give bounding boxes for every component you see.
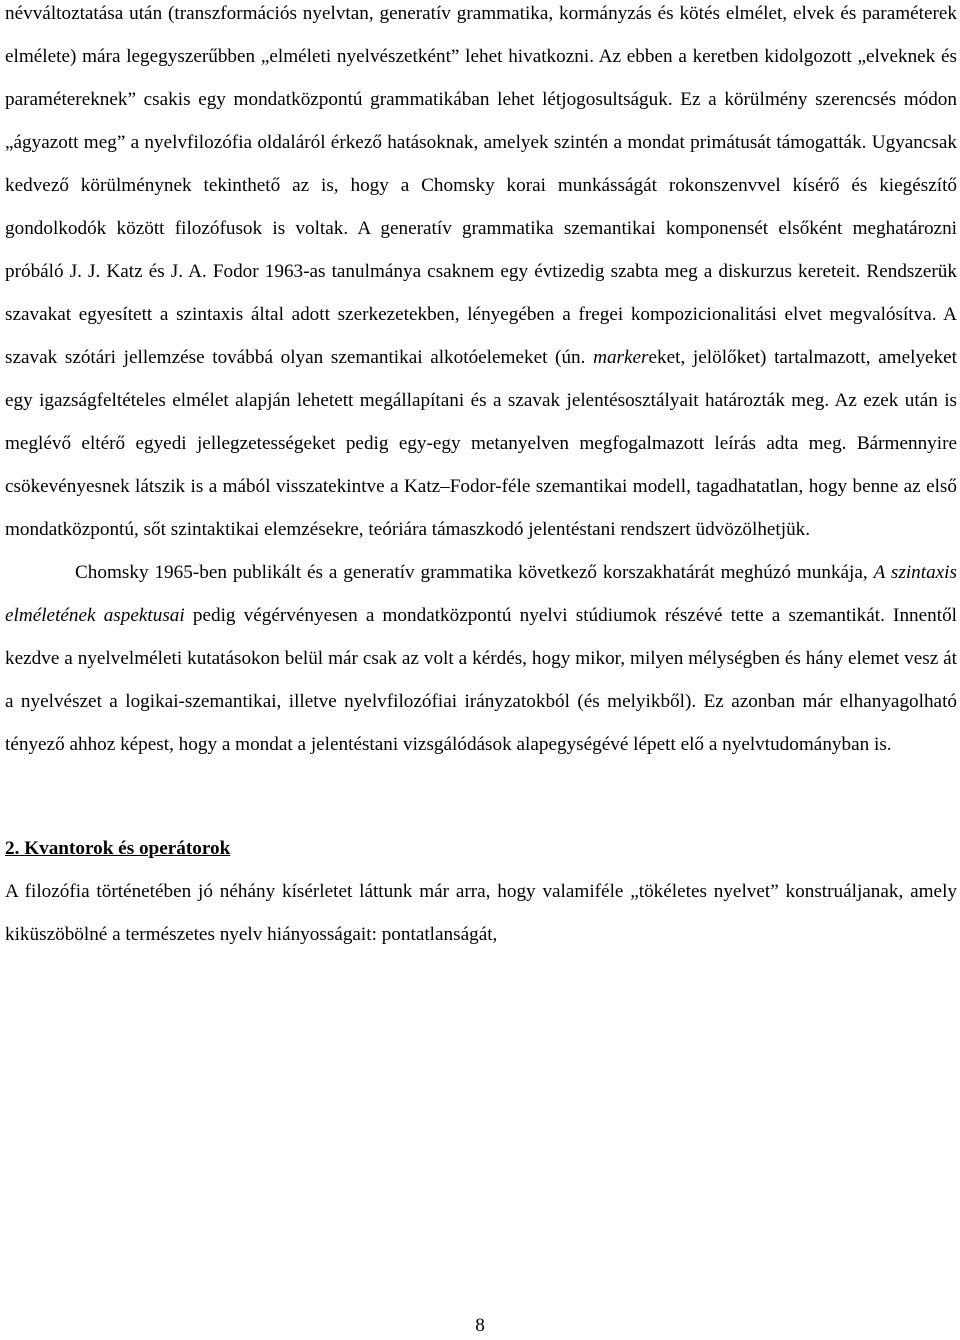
paragraph-1-text-b: eket, jelölőket) tartalmazott, amelyeket egy igazságfeltételes elmélet alapján lehetett megállapítani és a szavak jelentésosztályait határozták meg. Az ezek után is meglévő eltérő egyedi jellegzetességeket pedig egy-egy metanyelven megfogalmazott leírás adta meg. Bármennyire csökevényesnek látszik is a mából visszatekintve a Katz–Fodor-féle szemantikai modell, tagadhatatlan, hogy benne az első mondatközpontú, sőt szintaktikai elemzésekre, teóriára támaszkodó jelentéstani rendszert üdvözölhetjük. — [5, 347, 958, 540]
document-page — [5, 0, 957, 956]
paragraph-3-text: A filozófia történetében jó néhány kísérletet láttunk már arra, hogy valamiféle „tökéletes nyelvet” konstruáljanak, amely kiküszöbölné a természetes nyelv hiányosságait: pontatlanságát, — [5, 881, 957, 945]
paragraph-1-italic-term: marker — [593, 347, 649, 368]
paragraph-2-italic-title: A szintaxis elméletének aspektusai — [5, 562, 957, 626]
body-paragraph-2 — [5, 551, 957, 766]
paragraph-2-text-a: Chomsky 1965-ben publikált és a generatív grammatika következő korszakhatárát meghúzó munkája, — [75, 562, 874, 583]
paragraph-1-text-a: névváltoztatása után (transzformációs nyelvtan, generatív grammatika, kormányzás és kötés elmélet, elvek és paraméterek elmélete) mára legegyszerűbben „elméleti nyelvészetként” lehet hivatkozni. Az ebben a keretben kidolgozott „elveknek és paramétereknek” csakis egy mondatközpontú grammatikában lehet létjogosultságuk. Ez a körülmény szerencsés módon „ágyazott meg” a nyelvfilozófia oldaláról érkező hatásoknak, amelyek szintén a mondat primátusát támogatták. Ugyancsak kedvező körülménynek tekinthető az is, hogy a Chomsky korai munkásságát rokonszenvvel kísérő és kiegészítő gondolkodók között filozófusok is voltak. A generatív grammatika szemantikai komponensét elsőként meghatározni próbáló J. J. Katz és J. A. Fodor 1963-as tanulmánya csaknem egy évtizedig szabta meg a diskurzus kereteit. Rendszerük szavakat egyesített a szintaxis által adott szerkezetekben, lényegében a fregei kompozicionalitási elvet megvalósítva. A szavak szótári jellemzése továbbá olyan szemantikai alkotóelemeket (ún. — [5, 3, 957, 368]
body-paragraph-3 — [5, 870, 957, 956]
page-number: 8 — [475, 1315, 485, 1336]
section-number: 2. — [5, 838, 20, 859]
body-paragraph-1 — [5, 0, 957, 551]
section-title: Kvantorok és operátorok — [24, 838, 231, 859]
section-heading — [5, 827, 957, 870]
paragraph-2-text-b: pedig végérvényesen a mondatközpontú nyelvi stúdiumok részévé tette a szemantikát. Innentől kezdve a nyelvelméleti kutatásokon belül már csak az volt a kérdés, hogy mikor, milyen mélységben és hány elemet vesz át a nyelvészet a logikai-szemantikai, illetve nyelvfilozófiai irányzatokból (és melyikből). Ez azonban már elhanyagolható tényező ahhoz képest, hogy a mondat a jelentéstani vizsgálódások alapegységévé lépett elő a nyelvtudományban is. — [5, 605, 958, 755]
section-heading-text — [5, 838, 230, 859]
